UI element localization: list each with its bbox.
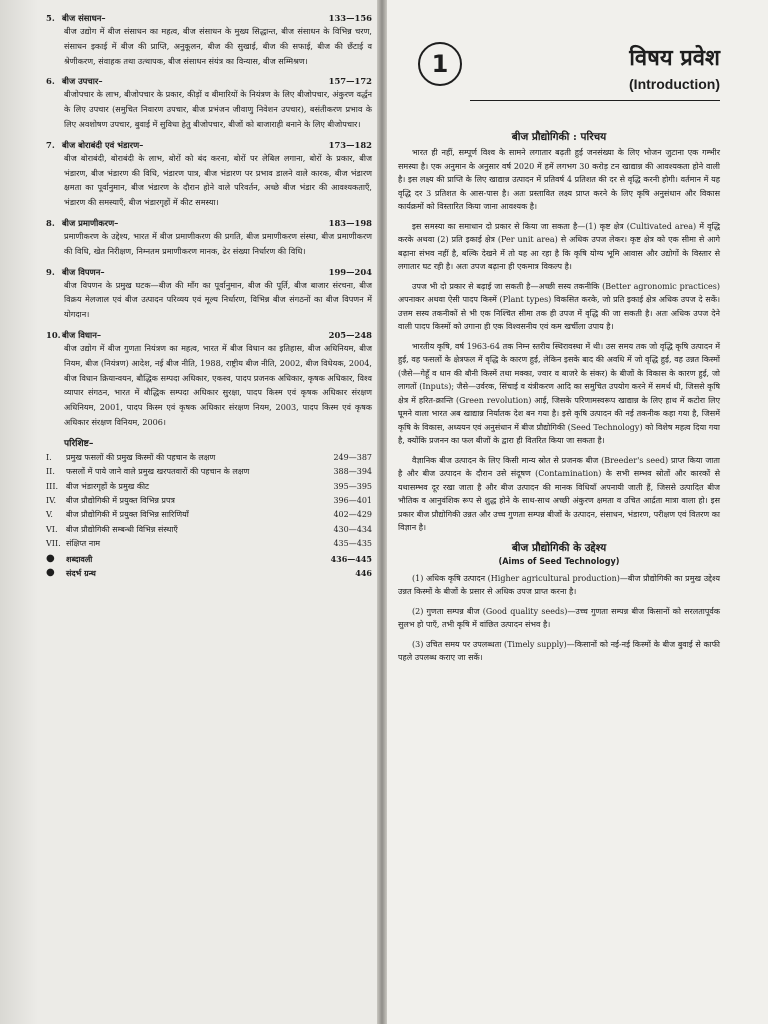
entry-number: 6. (46, 76, 55, 87)
entry-pages: 157—172 (328, 76, 372, 87)
chapter-subtitle: (Introduction) (629, 76, 720, 92)
entry-number: 7. (46, 139, 55, 150)
aim-paragraph: (1) अधिक कृषि उत्पादन (Higher agricultural production)—बीज प्रौद्योगिकी का प्रमुख उद्देश्य उन्नत किस्मों के बीजों के प्रसार से अधिक उपज प्राप्त करना है। (398, 573, 720, 596)
appendix-bullet-item (46, 552, 372, 566)
entry-body: प्रमाणीकरण के उद्देश्य, भारत में बीज प्रमाणीकरण की प्रगति, बीज प्रमाणीकरण संस्था, बीज प्रमाणीकरण की विधि, खेत निरीक्षण, निम्नतम प्रमाणीकरण मानक, ढेर संख्या निर्धारण की विधि। (64, 230, 372, 256)
entry-body: बीज बोराबंदी, बोराबंदी के लाभ, बोरों को बंद करना, बोरों पर लेबिल लगाना, बोरों के प्रकार, बीज भंडारण, बीज भंडारण की विधि, भंडारण पात्र, बीज भंडारण पर प्रभाव डालने वाले कारक, बीज भंडारण क्षमता का पूर्वानुमान, बीज भंडारण के दौरान होने वाले परिवर्तन, अच्छे बीज भंडार की आवश्यकताएँ, भंडारण की समस्याएँ, बीज भंडारगृहों में कीट समस्या। (64, 152, 372, 208)
appendix-bullet-item (46, 566, 372, 580)
entry-number: 10. (46, 329, 61, 340)
appendix-list (46, 451, 372, 581)
entry-title: बीज विधान– (62, 329, 102, 340)
appendix-number: V. (46, 510, 53, 520)
aim-paragraph: (3) उचित समय पर उपलब्धता (Timely supply)—किसानों को नई-नई किस्मों के बीज बुवाई से काफी पहले उपलब्ध कराए जा सकें। (398, 639, 720, 662)
entry-number: 9. (46, 266, 55, 277)
entry-title: बीज बोराबंदी एवं भंडारण– (62, 139, 144, 150)
contents-list (46, 12, 372, 430)
entry-pages: 199—204 (328, 266, 372, 277)
section-title-aims: बीज प्रौद्योगिकी के उद्देश्य (511, 541, 607, 554)
entry-body: बीजोपचार के लाभ, बीजोपचार के प्रकार, कीड़ों व बीमारियों के नियंत्रण के लिए बीजोपचार, अंकुरण वर्द्धन के लिए उपचार (समुचित निवारण उपचार, बीज प्रभंजन जीवाणु निवेशन उपचार), बसंतीकरण प्रभाव के लिए अवशोषण उपचार, बुवाई में सुविधा हेतु बीजोपचार, बीजों को बाजाराही बनाने के लिए बीजोपचार। (64, 89, 372, 129)
aim-paragraph: (2) गुणता सम्पन्न बीज (Good quality seeds)—उच्च गुणता सम्पन्न बीज किसानों को सरलतापूर्वक सुलभ हो पाएँ, तभी कृषि में वांछित उत्पादन संभव है। (398, 606, 720, 629)
appendix-title: प्रमुख फसलों की प्रमुख किस्मों की पहचान के लक्षण (66, 452, 216, 462)
contents-page (0, 0, 382, 1024)
page-edge-shadow (0, 0, 38, 1024)
appendix-bullet-title: संदर्भ ग्रन्थ (66, 567, 96, 578)
appendix-number: IV. (46, 495, 57, 505)
section-title-intro: बीज प्रौद्योगिकी : परिचय (511, 131, 607, 143)
entry-pages: 133—156 (328, 13, 372, 23)
contents-entry-head (46, 75, 372, 87)
appendix-title: बीज भंडारगृहों के प्रमुख कीट (66, 481, 150, 491)
appendix-bullet-pages: 446 (355, 567, 372, 578)
contents-entry (46, 12, 372, 68)
contents-entry (46, 329, 372, 430)
contents-entry (46, 266, 372, 322)
contents-entry (46, 139, 372, 210)
appendix-pages: 249—387 (333, 452, 372, 462)
aims-list (398, 572, 720, 665)
appendix-item (46, 480, 372, 494)
contents-entry-head (46, 266, 372, 278)
entry-title: बीज विपणन– (62, 266, 105, 277)
appendix-title: बीज प्रौद्योगिकी में प्रयुक्त विभिन्न प्रपत्र (66, 495, 175, 505)
entry-body: बीज उद्योग में बीज संसाधन का महत्व, बीज संसाधन के मुख्य सिद्धान्त, बीज संसाधन के विभिन्न चरण, संसाधन इकाई में बीज की प्राप्ति, अनुकूलन, बीज की सुखाई, बीज की सफाई, बीज की छँटाई व श्रेणीकरण, संवाहक तथा उत्थापक, बीज संसाधन संयंत्र का विन्यास, बीज सम्मिश्रण। (64, 26, 372, 66)
entry-pages: 183—198 (328, 217, 372, 228)
appendix-number: III. (46, 481, 59, 491)
appendix-title: संक्षिप्त नाम (66, 539, 101, 549)
appendix-item (46, 494, 372, 508)
appendix-pages: 396—401 (333, 495, 372, 505)
appendix-bullet-pages: 436—445 (330, 553, 372, 564)
appendix-title: बीज प्रौद्योगिकी में प्रयुक्त विभिन्न सारिणियाँ (66, 510, 189, 520)
intro-paragraph: इस समस्या का समाधान दो प्रकार से किया जा सकता है—(1) कृष्ट क्षेत्र (Cultivated area) में वृद्धि करके अथवा (2) प्रति इकाई क्षेत्र (Per unit area) से अधिक उपज लेकर। कृष्ट क्षेत्र को एक सीमा से आगे बढ़ाना संभव नहीं है, बल्कि देखने में तो यह आ रहा है कि कृषि योग्य भूमि आवास और उद्योगों के विस्तार से लगातार घट रही है। अतः उपज बढ़ाना ही एकमात्र विकल्प है। (398, 221, 720, 271)
entry-number: 5. (46, 13, 55, 23)
appendix-pages: 388—394 (333, 467, 372, 477)
entry-pages: 173—182 (328, 139, 372, 150)
appendix-number: VI. (46, 524, 58, 534)
chapter-rule (470, 100, 720, 101)
appendix-number: VII. (46, 539, 61, 549)
appendix-title: फसलों में पाये जाने वाले प्रमुख खरपतवारों की पहचान के लक्षण (66, 467, 250, 477)
entry-pages: 205—248 (328, 329, 372, 340)
appendix-item (46, 508, 372, 522)
bullet-icon: ● (46, 552, 55, 564)
chapter-title: विषय प्रवेश (629, 45, 720, 71)
chapter-header (398, 42, 720, 126)
intro-paragraph: उपज भी दो प्रकार से बढ़ाई जा सकती है—अच्छी सस्य तकनीकि (Better agronomic practices) अपनाकर अथवा ऐसी पादप किस्में (Plant types) विकसित करके, जो प्रति इकाई क्षेत्र अधिक उपज दे सकें। उत्तम सस्य तकनीकों से भी एक निश्चित सीमा तक ही उपज में वृद्धि की जा सकती है। अतः अधिक उपज देने वाली पादप किस्मों को उगाना ही एक विश्वसनीय एवं कम खर्चीला उपाय है। (398, 281, 720, 331)
entry-title: बीज प्रमाणीकरण– (62, 217, 119, 228)
intro-paragraph: भारत ही नहीं, सम्पूर्ण विश्व के सामने लगातार बढ़ती हुई जनसंख्या के लिए भोजन जुटाना एक गम्भीर समस्या है। एक अनुमान के अनुसार वर्ष 2020 में हमें लगभग 30 करोड़ टन खाद्यान्न की आवश्यकता होने वाली है। इस लक्ष्य की प्राप्ति के लिए खाद्यान्न उत्पादन में प्रतिवर्ष 4 प्रतिशत की दर से वृद्धि करनी होगी। वर्तमान में यह वृद्धि दर 3 प्रतिशत के आस-पास है। अतः प्रस्तावित लक्ष्य प्राप्त करने के लिए कृषि अनुसंधान और विकास कार्यक्रमों को विस्तारित किया जाना आवश्यक है। (398, 148, 720, 211)
chapter-page (382, 0, 768, 1024)
appendix-item (46, 465, 372, 479)
chapter-number: 1 (418, 42, 462, 86)
contents-entry-head (46, 12, 372, 24)
entry-body: बीज उद्योग में बीज गुणता नियंत्रण का महत्व, भारत में बीज विधान का इतिहास, बीज अधिनियम, बीज नियम, बीज (नियंत्रण) आदेश, नई बीज नीति, 1988, राष्ट्रीय बीज नीति, 2002, बीज विधेयक, 2004, बीज विधान क्रियान्वयन, बौद्धिक सम्पदा अधिकार, एकस्व, पादप प्रजनक अधिकार, कृषक अधिकार, विश्व व्यापार संगठन, भारत में बौद्धिक सम्पदा अधिकार सुरक्षा, पादप किस्म एवं कृषक अधिकार संरक्षण अधिनियम, 2001, पादप किस्म एवं कृषक अधिकार संरक्षण नियम, 2003, पादप किस्म एवं कृषक अधिकार संरक्षण विनियम, 2006। (64, 342, 372, 427)
appendix-item (46, 523, 372, 537)
contents-entry (46, 217, 372, 259)
appendix-item (46, 451, 372, 465)
entry-body: बीज विपणन के प्रमुख घटक—बीज की माँग का पूर्वानुमान, बीज की पूर्ति, बीज बाजार संरचना, बीज विक्रय मेलजाल एवं बीज उत्पादन परिव्यय एवं मूल्य निर्धारण, विभिन्न बीज संगठनों का बीज विपणन में योगदान। (64, 279, 372, 320)
appendix-pages: 395—395 (333, 481, 372, 491)
appendix-bullet-title: शब्दावली (66, 553, 93, 564)
book-gutter (377, 0, 387, 1024)
appendix-pages: 430—434 (333, 524, 372, 534)
appendix-pages: 435—435 (333, 539, 372, 549)
appendix-heading: परिशिष्ट– (64, 438, 94, 449)
entry-number: 8. (46, 217, 55, 228)
contents-entry-head (46, 329, 372, 341)
appendix-pages: 402—429 (333, 510, 372, 520)
intro-paragraph: वैज्ञानिक बीज उत्पादन के लिए किसी मान्य स्रोत से प्रजनक बीज (Breeder's seed) प्राप्त किया जाता है और बीज उत्पादन के दौरान उसे संदूषण (Contamination) के सभी सम्भव स्रोतों और कारकों से यथासम्भव दूर रखा जाता है और बीज उत्पादन की मानक विधियाँ अपनायी जाती हैं, जिससे उत्पादित बीज भौतिक व आनुवंशिक रूप से शुद्ध होने के साथ-साथ अच्छी अंकुरण क्षमता व उचित आर्द्रता मात्रा वाला हो। इस प्रकार बीज प्रौद्योगिकी उन्नत और उच्च गुणता सम्पन्न बीजों के उत्पादन, संसाधन, भंडारण, परीक्षण एवं वितरण का विज्ञान है। (398, 455, 720, 532)
appendix-item (46, 537, 372, 551)
bullet-icon: ● (46, 566, 55, 578)
contents-entry-head (46, 217, 372, 229)
entry-title: बीज संसाधन– (62, 13, 106, 23)
appendix-title: बीज प्रौद्योगिकी सम्बन्धी विभिन्न संस्थाएँ (66, 524, 178, 534)
appendix-number: I. (46, 452, 52, 462)
appendix-number: II. (46, 467, 55, 477)
intro-paragraphs (398, 146, 720, 535)
contents-entry-head (46, 139, 372, 151)
entry-title: बीज उपचार– (62, 76, 103, 87)
section-subtitle-aims: (Aims of Seed Technology) (498, 556, 620, 567)
intro-paragraph: भारतीय कृषि, वर्ष 1963-64 तक निम्न स्तरीय स्थिरावस्था में थी। उस समय तक जो वृद्धि कृषि उत्पादन में हुई, वह फसलों के क्षेत्रफल में वृद्धि के कारण हुई, लेकिन इसके बाद की अवधि में जो वृद्धि हुई, वह उन्नत किस्मों (जैसे—गेहूँ व धान की बौनी किस्में तथा मक्का, ज्वार व बाजरे के संकर) के बीजों के विकास के कारण हुई, जो लागतों (Inputs); जैसे—उर्वरक, सिंचाई व यंत्रीकरण आदि का समुचित उपयोग करने में समर्थ थी, जिससे कृषि क्षेत्र में हरित-क्रान्ति (Green revolution) आई, जिसके परिणामस्वरूप खाद्यान्न के लिए हाथ में कटोरा लिए घूमने वाला भारत अब खाद्यान्न निर्यातक देश बन गया है। इसे कृषि उत्पादन की नई तकनीक कहा गया है, जिसमें कृषि के विकास, अध्ययन एवं अनुसंधान में बीज प्रौद्योगिकी (Seed Technology) को विशेष महत्व दिया गया है, क्योंकि प्रजनन का फल बीजों के द्वारा ही वितरित किया जा सकता है। (398, 341, 720, 445)
contents-entry (46, 75, 372, 131)
